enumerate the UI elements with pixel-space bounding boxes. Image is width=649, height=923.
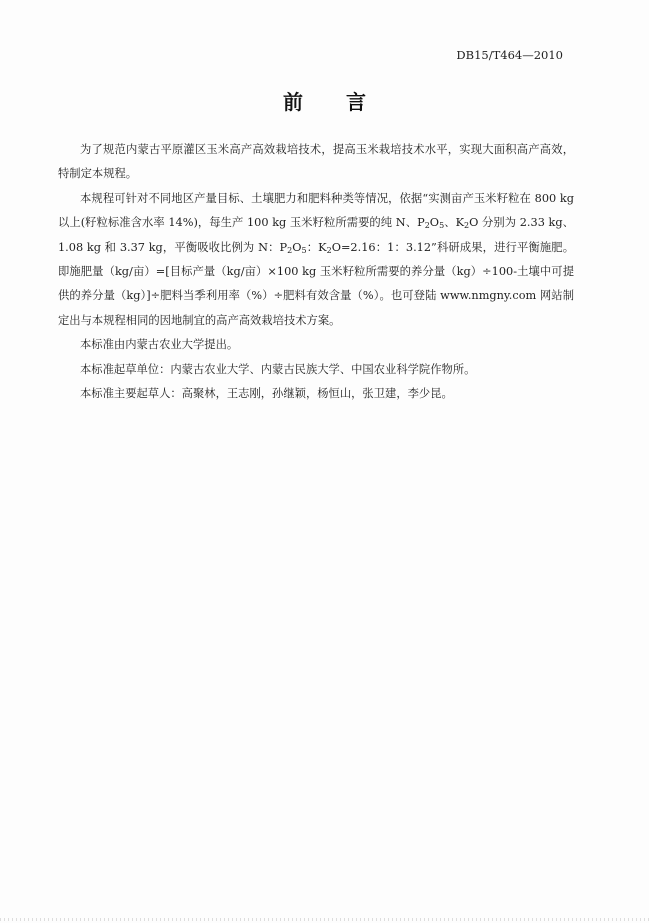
text-segment: O 分别为 2.33 kg、1.08 kg 和 3.37 kg，平衡吸收比例为 N：P <box>58 216 574 254</box>
text-segment: 本规程可针对不同地区产量目标、土壤肥力和肥料种类等情况，依据“实测亩产玉米籽粒在 800 kg 以上(籽粒标准含水率 14%)，每生产 100 kg 玉米籽粒所需要的纯 N、P <box>58 191 574 230</box>
text-segment: O <box>292 240 302 254</box>
paragraph-purpose: 为了规范内蒙古平原灌区玉米高产高效栽培技术，提高玉米栽培技术水平，实现大面积高产高效，特制定本规程。 <box>58 143 574 181</box>
subscript: 2 <box>424 221 430 231</box>
paragraph-drafters: 本标准主要起草人：高聚林，王志刚，孙继颖，杨恒山，张卫建，李少昆。 <box>80 387 453 401</box>
document-code: DB15/T464—2010 <box>456 48 563 62</box>
paragraph-proposer: 本标准由内蒙古农业大学提出。 <box>80 338 239 352</box>
foreword-body <box>58 138 574 406</box>
text-segment: ：K <box>306 240 327 254</box>
subscript: 2 <box>326 245 332 255</box>
text-segment: O=2.16：1：3.12”科研成果，进行平衡施肥。即施肥量（kg/亩）=[目标产量（kg/亩）×100 kg 玉米籽粒所需要的养分量（kg）÷100-土壤中可提供的养分量（kg）]÷肥料当季利用率（%）÷肥料有效含量（%）。也可登陆 www.nmgny.com 网站制定出与本规程相同的因地制宜的高产高效栽培技术方案。 <box>58 240 574 327</box>
text-segment: 、K <box>444 216 465 230</box>
paragraph-fertilization <box>58 187 574 333</box>
text-segment: O <box>429 216 440 230</box>
subscript: 2 <box>287 245 293 255</box>
page-title: 前 言 <box>283 90 384 114</box>
subscript: 2 <box>464 221 470 231</box>
paragraph-drafting-units: 本标准起草单位：内蒙古农业大学、内蒙古民族大学、中国农业科学院作物所。 <box>80 362 476 376</box>
scan-edge-noise <box>0 918 649 921</box>
subscript: 5 <box>301 245 307 255</box>
subscript: 5 <box>439 221 445 231</box>
